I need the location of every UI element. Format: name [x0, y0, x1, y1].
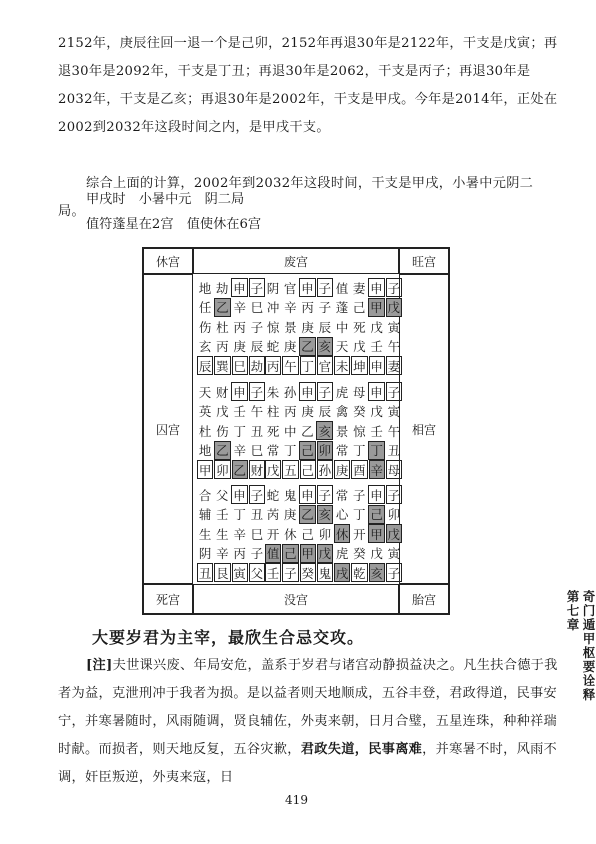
palace-row: [265, 356, 334, 376]
palace-glyph: 申: [369, 356, 385, 375]
palace-glyph: 子: [282, 563, 298, 582]
palace-glyph: 丑: [250, 423, 264, 439]
palace-row: [197, 563, 266, 583]
palace-glyph: 财: [249, 460, 265, 479]
palace-glyph: 生: [216, 526, 229, 542]
palace-row: [265, 402, 334, 422]
palace-glyph: 子: [250, 546, 264, 561]
palace-glyph: 劫: [215, 280, 229, 296]
palace-glyph: 丁: [368, 441, 385, 460]
palace-glyph: 子: [386, 563, 402, 582]
palace-glyph: 申: [231, 382, 247, 401]
palace-glyph: 辰: [250, 339, 264, 354]
palace-label-bot-left: 死宫: [143, 584, 193, 614]
palace-glyph: 丁: [352, 507, 366, 522]
palace-row: [334, 441, 403, 461]
palace-row: [197, 524, 266, 544]
palace-glyph: 戊: [370, 404, 383, 419]
palace-row: [265, 460, 334, 480]
palace-row: [265, 563, 334, 583]
palace-label-top-right: 旺宫: [399, 248, 449, 274]
palace-row: [197, 356, 266, 376]
palace-glyph: 蛇: [266, 339, 280, 354]
palace-glyph: 癸: [300, 563, 316, 582]
palace-glyph: 子: [352, 487, 366, 503]
palace-glyph: 戊: [216, 404, 229, 419]
palace-label-mid-left: 囚宫: [143, 274, 193, 584]
palace-glyph: 天: [335, 339, 349, 354]
palace-glyph: 寅: [387, 319, 401, 335]
palace-glyph: 癸: [353, 546, 366, 561]
palace-glyph: 任: [198, 300, 212, 315]
page-number: 419: [285, 793, 308, 807]
palace-glyph: 戊: [353, 339, 366, 354]
palace-glyph: 子: [250, 319, 264, 335]
palace-glyph: 阴: [198, 546, 212, 561]
palace-glyph: 子: [317, 382, 333, 401]
palace-glyph: 申: [231, 278, 247, 297]
palace-glyph: 丑: [250, 507, 264, 522]
palace-glyph: 子: [249, 382, 265, 401]
palace-glyph: 死: [266, 423, 280, 439]
palace-glyph: 丙: [265, 356, 281, 375]
palace-label-top-left: 休宫: [143, 248, 193, 274]
palace-glyph: 辛: [233, 443, 247, 458]
palace-row: [197, 421, 266, 441]
palace-glyph: 伤: [216, 423, 229, 439]
palace-row: [197, 485, 266, 505]
palace-glyph: 开: [266, 526, 280, 542]
palace-glyph: 阴: [266, 280, 280, 296]
palace-glyph: 巳: [232, 356, 248, 375]
palace-glyph: 鬼: [283, 487, 297, 503]
palace-glyph: 壬: [370, 423, 383, 439]
palace-row: [265, 421, 334, 441]
palace-glyph: 坤: [351, 356, 367, 375]
palace-glyph: 妻: [386, 356, 402, 375]
palace-glyph: 丑: [197, 563, 213, 582]
palace-glyph: 申: [368, 382, 384, 401]
palace-glyph: 丁: [233, 423, 246, 439]
palace-glyph: 庚: [301, 404, 314, 419]
palace-glyph: 甲: [368, 524, 384, 543]
palace-glyph: 己: [352, 300, 366, 315]
palace-row: [197, 382, 266, 402]
palace-row: [197, 505, 266, 525]
palace-glyph: 申: [231, 485, 247, 504]
palace-glyph: 孙: [283, 384, 297, 400]
palace-glyph: 乙: [299, 337, 315, 356]
palace-row: [197, 402, 266, 422]
palace-8: [261, 481, 330, 584]
palace-glyph: 亥: [316, 421, 333, 440]
palace-glyph: 申: [368, 485, 384, 504]
palace-label-mid-right: 相宫: [399, 274, 449, 584]
palace-glyph: 子: [386, 382, 402, 401]
palace-glyph: 卯: [317, 441, 333, 460]
palace-glyph: 乙: [214, 298, 231, 317]
palace-glyph: 辰: [318, 404, 332, 419]
palace-row: [265, 441, 334, 461]
palace-row: [334, 421, 403, 441]
palace-glyph: 戊: [386, 524, 402, 543]
palace-glyph: 戊: [370, 319, 383, 335]
palace-glyph: 亥: [369, 563, 385, 582]
palace-glyph: 辛: [233, 526, 246, 542]
palace-glyph: 子: [249, 485, 265, 504]
palace-5: [261, 378, 330, 481]
palace-glyph: 劫: [249, 356, 265, 375]
palace-2: [261, 274, 330, 377]
palace-glyph: 值: [335, 280, 349, 296]
palace-glyph: 卯: [387, 507, 401, 522]
palace-glyph: 庚: [334, 460, 350, 479]
palace-row: [334, 317, 403, 337]
palace-glyph: 巽: [214, 356, 230, 375]
palace-glyph: 父: [249, 563, 265, 582]
verse-heading: 大要岁君为主宰，最欣生合忌交攻。: [92, 628, 365, 647]
palace-6: [330, 378, 399, 481]
palace-glyph: 子: [318, 300, 332, 315]
palace-glyph: 中: [283, 423, 297, 439]
palace-glyph: 辛: [233, 300, 247, 315]
palace-glyph: 亥: [317, 505, 333, 524]
palace-glyph: 五: [282, 460, 298, 479]
palace-glyph: 开: [353, 526, 366, 542]
paragraph-calculation: 2152年，庚辰往回一退一个是己卯，2152年再退30年是2122年，干支是戊寅；再退30年是2092年，干支是丁丑；再退30年是2062，干支是丙子；再退30年是2032年，干支是乙亥；再退30年是2002年，干支是甲戌。今年是2014年，正处在2002到2032年这段时间之内，是甲戌干支。: [58, 36, 558, 135]
palace-glyph: 酉: [351, 460, 367, 479]
palace-row: [334, 524, 403, 544]
palace-glyph: 母: [352, 384, 366, 400]
palace-row: [334, 356, 403, 376]
palace-glyph: 英: [198, 404, 212, 419]
palace-row: [334, 544, 403, 564]
palace-row: [334, 460, 403, 480]
palace-row: [334, 505, 403, 525]
palace-glyph: 壬: [265, 563, 281, 582]
palace-glyph: 卯: [214, 460, 230, 479]
palace-glyph: 午: [250, 404, 264, 419]
palace-glyph: 芮: [266, 507, 280, 522]
palace-row: [265, 278, 334, 298]
palace-glyph: 辛: [216, 546, 229, 561]
qimen-palace-grid: [142, 247, 450, 615]
palace-glyph: 丙: [216, 339, 229, 354]
palace-glyph: 孙: [317, 460, 333, 479]
palace-glyph: 鬼: [317, 563, 333, 582]
palace-glyph: 巳: [250, 443, 264, 458]
palace-glyph: 甲: [197, 460, 213, 479]
palace-4: [193, 378, 262, 481]
palace-glyph: 子: [317, 485, 333, 504]
palace-glyph: 午: [387, 339, 401, 354]
palace-glyph: 庚: [283, 507, 297, 522]
palace-row: [334, 402, 403, 422]
palace-glyph: 蛇: [266, 487, 280, 503]
palace-glyph: 心: [335, 507, 349, 522]
palace-glyph: 辰: [318, 319, 332, 335]
palace-row: [334, 382, 403, 402]
palace-glyph: 寅: [387, 404, 401, 419]
palace-glyph: 伤: [198, 319, 212, 335]
palace-row: [197, 298, 266, 318]
palace-glyph: 父: [215, 487, 229, 503]
palace-glyph: 官: [317, 356, 333, 375]
palace-glyph: 丙: [233, 319, 246, 335]
palace-glyph: 杜: [198, 423, 212, 439]
palace-row: [334, 563, 403, 583]
palace-glyph: 丙: [233, 546, 246, 561]
palace-glyph: 虎: [335, 384, 349, 400]
palace-glyph: 常: [335, 443, 349, 458]
palace-glyph: 乙: [301, 423, 314, 439]
palace-row: [265, 485, 334, 505]
palace-glyph: 朱: [266, 384, 280, 400]
palace-glyph: 子: [317, 278, 333, 297]
palace-glyph: 乙: [299, 505, 315, 524]
palace-glyph: 壬: [370, 339, 383, 354]
chart-subheader-line: 值符蓬星在2宫 值使休在6宫: [86, 217, 262, 232]
palace-glyph: 庚: [283, 339, 297, 354]
palace-glyph: 癸: [353, 404, 366, 419]
palace-row: [265, 505, 334, 525]
palace-row: [265, 317, 334, 337]
palace-glyph: 丁: [352, 443, 366, 458]
palace-glyph: 常: [335, 487, 349, 503]
palace-glyph: 寅: [232, 563, 248, 582]
palace-glyph: 戊: [370, 546, 383, 561]
palace-glyph: 杜: [216, 319, 229, 335]
palace-glyph: 休: [334, 524, 350, 543]
palace-glyph: 未: [334, 356, 350, 375]
palace-glyph: 甲: [300, 544, 316, 563]
palace-glyph: 蓬: [335, 300, 349, 315]
palace-glyph: 己: [301, 526, 314, 542]
palace-glyph: 丑: [387, 443, 401, 458]
palace-glyph: 壬: [233, 404, 246, 419]
palace-glyph: 冲: [266, 300, 280, 315]
palace-glyph: 辛: [284, 300, 297, 315]
palace-glyph: 戊: [386, 298, 402, 317]
palace-row: [265, 382, 334, 402]
palace-glyph: 子: [386, 485, 402, 504]
palace-glyph: 合: [198, 487, 212, 503]
palace-glyph: 辅: [198, 507, 212, 522]
palace-glyph: 子: [249, 278, 265, 297]
palace-glyph: 申: [299, 485, 315, 504]
palace-glyph: 财: [215, 384, 229, 400]
palace-glyph: 禽: [335, 404, 349, 419]
palace-9: [330, 481, 399, 584]
palace-row: [265, 337, 334, 357]
palace-glyph: 寅: [387, 546, 401, 561]
paragraph-note: [注]夫世课兴废、年局安危，盖系于岁君与诸宫动静损益决之。凡生扶合德于我者为益，克泄刑冲于我者为损。是以益者则天地顺成，五谷丰登，君政得道，民事安宁，并寒暑随时，风雨随调，贤良辅佐，外夷来朝，日月合璧，五星连珠，种种祥瑞时献。而损者，则天地反复，五谷灾歉，君政失道，民事离难，并寒暑不时，风雨不调，奸臣叛逆，外夷来寇，日: [58, 658, 558, 785]
palace-glyph: 戌: [334, 563, 350, 582]
palace-glyph: 巳: [250, 526, 264, 542]
palace-row: [197, 460, 266, 480]
palace-3: [330, 274, 399, 377]
palace-row: [197, 441, 266, 461]
palace-glyph: 景: [284, 319, 297, 335]
palace-7: [193, 481, 262, 584]
palace-glyph: 妻: [352, 280, 366, 296]
palace-row: [334, 298, 403, 318]
palace-glyph: 子: [386, 278, 402, 297]
palace-glyph: 中: [335, 319, 349, 335]
palace-glyph: 虎: [335, 546, 349, 561]
palace-glyph: 丙: [284, 404, 297, 419]
palace-glyph: 申: [299, 382, 315, 401]
palace-glyph: 亥: [317, 337, 333, 356]
palace-label-top-mid: 废宫: [193, 248, 399, 274]
palace-glyph: 丁: [300, 356, 316, 375]
palace-glyph: 惊: [353, 423, 366, 439]
palace-glyph: 戊: [265, 460, 281, 479]
palace-glyph: 母: [386, 460, 402, 479]
palace-glyph: 申: [368, 278, 384, 297]
palace-glyph: 己: [368, 505, 385, 524]
palace-glyph: 休: [284, 526, 297, 542]
palace-glyph: 生: [198, 526, 212, 542]
palace-row: [197, 317, 266, 337]
palace-glyph: 戊: [317, 544, 333, 563]
palace-row: [334, 485, 403, 505]
palace-row: [197, 544, 266, 564]
palace-row: [197, 278, 266, 298]
palace-1: [193, 274, 262, 377]
note-tag: [注]: [86, 658, 113, 673]
palace-glyph: 乙: [232, 460, 248, 479]
palace-glyph: 天: [198, 384, 212, 400]
palace-glyph: 巳: [250, 300, 264, 315]
palace-glyph: 午: [387, 423, 401, 439]
palace-glyph: 艮: [214, 563, 230, 582]
palace-glyph: 壬: [216, 507, 229, 522]
palace-glyph: 卯: [318, 526, 332, 542]
palace-glyph: 死: [353, 319, 366, 335]
palace-row: [334, 337, 403, 357]
palace-glyph: 庚: [233, 339, 246, 354]
side-title-label: 奇门遁甲枢要诠释: [581, 590, 596, 702]
palace-glyph: 己: [300, 460, 316, 479]
palace-row: [197, 337, 266, 357]
palace-glyph: 常: [266, 443, 280, 458]
palace-glyph: 官: [283, 280, 297, 296]
palace-glyph: 己: [282, 544, 298, 563]
palace-glyph: 乾: [351, 563, 367, 582]
palace-glyph: 辛: [369, 460, 385, 479]
palace-glyph: 辰: [197, 356, 213, 375]
palace-glyph: 柱: [266, 404, 280, 419]
paragraph-summary: 综合上面的计算，2002年到2032年这段时间，干支是甲戌，小暑中元阴二局。: [58, 176, 534, 219]
side-chapter-label: 第七章: [565, 590, 580, 632]
palace-glyph: 地: [198, 280, 212, 296]
palace-glyph: 玄: [198, 339, 212, 354]
palace-glyph: 丁: [233, 507, 246, 522]
palace-label-bot-mid: 没宫: [193, 584, 399, 614]
palace-glyph: 值: [265, 544, 281, 563]
palace-glyph: 庚: [301, 319, 314, 335]
palace-glyph: 景: [335, 423, 349, 439]
palace-glyph: 乙: [214, 441, 231, 460]
palace-glyph: 己: [299, 441, 315, 460]
palace-glyph: 丁: [283, 443, 297, 458]
palace-glyph: 甲: [368, 298, 384, 317]
palace-glyph: 地: [198, 443, 212, 458]
palace-row: [334, 278, 403, 298]
bold-phrase: 君政失道，民事离难: [300, 742, 423, 757]
palace-glyph: 午: [282, 356, 298, 375]
palace-row: [265, 524, 334, 544]
palace-glyph: 丙: [301, 300, 314, 315]
palace-row: [265, 544, 334, 564]
palace-row: [265, 298, 334, 318]
palace-glyph: 惊: [266, 319, 280, 335]
palace-glyph: 申: [299, 278, 315, 297]
chart-header-line: 甲戌时 小暑中元 阴二局: [86, 192, 245, 207]
palace-label-bot-right: 胎宫: [399, 584, 449, 614]
